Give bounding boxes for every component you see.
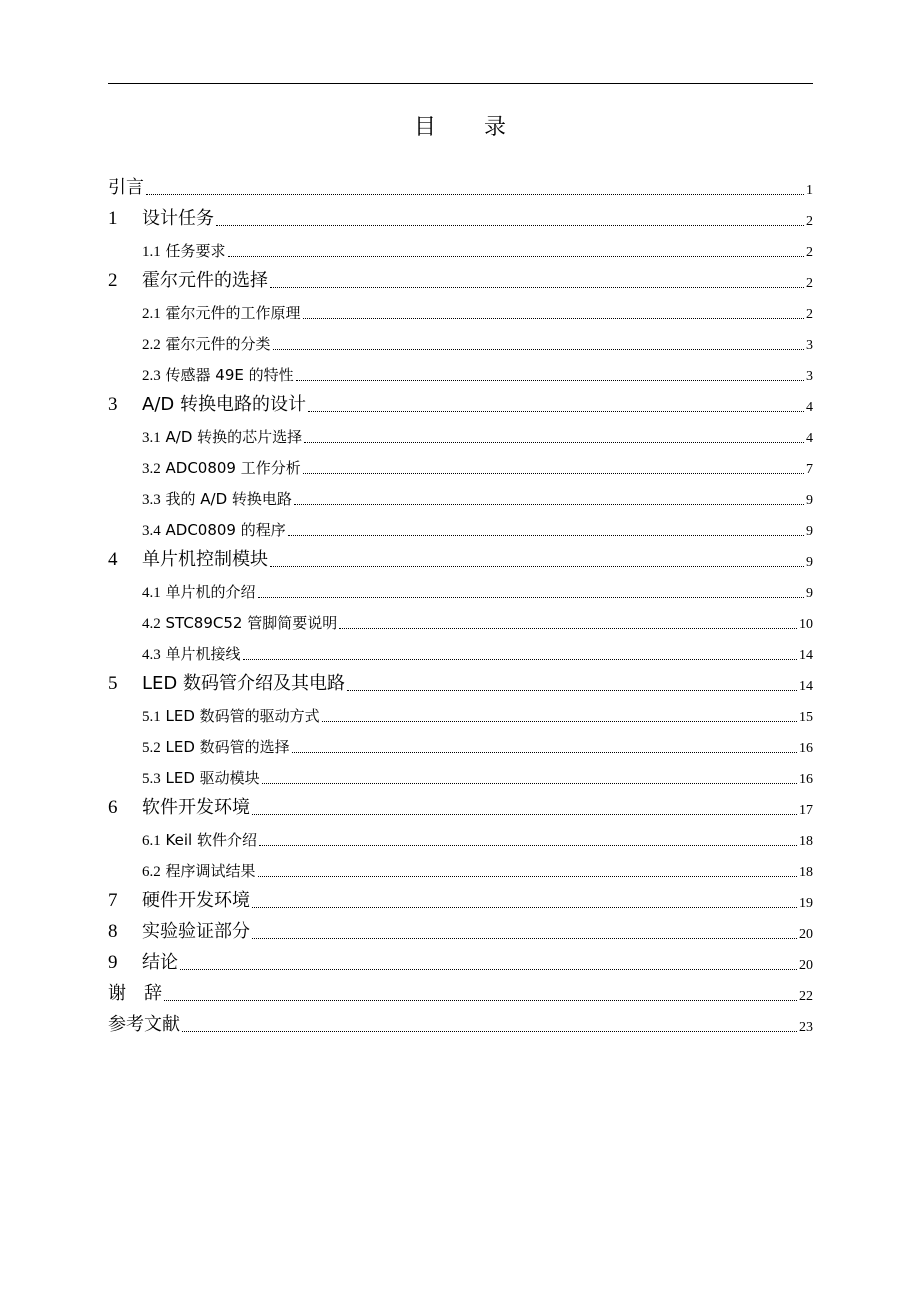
toc-leader-dots	[243, 659, 797, 660]
toc-entry-page: 14	[799, 679, 813, 694]
toc-entry-number: 6.1	[142, 833, 161, 849]
toc-entry-label	[108, 390, 306, 416]
toc-leader-dots	[252, 814, 797, 815]
toc-entry[interactable]	[108, 509, 813, 540]
toc-entry-label	[142, 767, 260, 788]
toc-entry-number: 2.1	[142, 306, 161, 322]
toc-entry[interactable]	[108, 664, 813, 695]
toc-entry-number: 8	[108, 921, 118, 942]
toc-leader-dots	[288, 535, 804, 536]
toc-entry-page: 9	[806, 524, 813, 539]
toc-entry-label	[142, 736, 290, 757]
toc-entry-page: 19	[799, 896, 813, 911]
toc-entry[interactable]	[108, 788, 813, 819]
toc-leader-dots	[270, 566, 804, 567]
toc-entry-number: 3.2	[142, 461, 161, 477]
toc-entry-title: LED 数码管的驱动方式	[160, 707, 320, 725]
toc-entry[interactable]	[108, 912, 813, 943]
toc-leader-dots	[262, 783, 797, 784]
title-char-left: 目	[413, 115, 436, 140]
toc-entry-page: 9	[806, 493, 813, 508]
toc-entry-number: 5	[108, 673, 118, 694]
toc-entry-label	[108, 793, 250, 819]
toc-entry-title: A/D 转换电路的设计	[142, 394, 306, 415]
toc-entry-page: 9	[806, 555, 813, 570]
toc-entry-title: 引言	[108, 177, 144, 198]
toc-leader-dots	[304, 442, 804, 443]
toc-entry[interactable]	[108, 633, 813, 664]
toc-entry[interactable]	[108, 478, 813, 509]
toc-leader-dots	[294, 504, 804, 505]
toc-entry-number: 4	[108, 549, 118, 570]
toc-leader-dots	[216, 225, 804, 226]
toc-entry-number: 9	[108, 952, 118, 973]
toc-entry[interactable]	[108, 447, 813, 478]
toc-entry-title: 霍尔元件的分类	[160, 335, 271, 353]
toc-entry-title: 传感器 49E 的特性	[160, 366, 294, 384]
toc-leader-dots	[252, 907, 797, 908]
toc-entry-title: 软件开发环境	[142, 797, 250, 818]
toc-leader-dots	[258, 597, 804, 598]
toc-entry-page: 7	[806, 462, 813, 477]
toc-leader-dots	[180, 969, 797, 970]
toc-entry-number: 5.2	[142, 740, 161, 756]
toc-entry[interactable]	[108, 1005, 813, 1036]
toc-entry-title: 谢 辞	[108, 983, 162, 1004]
toc-entry-number: 5.3	[142, 771, 161, 787]
toc-entry[interactable]	[108, 726, 813, 757]
toc-entry[interactable]	[108, 385, 813, 416]
toc-entry-title: 参考文献	[108, 1014, 180, 1035]
toc-leader-dots	[182, 1031, 797, 1032]
toc-entry[interactable]	[108, 416, 813, 447]
toc-entry-title: STC89C52 管脚简要说明	[160, 614, 338, 632]
toc-entry-page: 17	[799, 803, 813, 818]
toc-entry[interactable]	[108, 974, 813, 1005]
toc-entry-number: 6	[108, 797, 118, 818]
toc-leader-dots	[228, 256, 804, 257]
toc-entry-label	[142, 426, 302, 447]
toc-entry-page: 9	[806, 586, 813, 601]
toc-entry-number: 1	[108, 208, 118, 229]
toc-entry-page: 16	[799, 772, 813, 787]
toc-entry-title: 单片机接线	[160, 645, 241, 663]
toc-entry-label	[142, 581, 256, 602]
toc-entry-page: 18	[799, 865, 813, 880]
toc-entry[interactable]	[108, 230, 813, 261]
toc-entry-number: 2	[108, 270, 118, 291]
toc-entry-title: 程序调试结果	[160, 862, 256, 880]
toc-leader-dots	[347, 690, 797, 691]
toc-entry-label	[142, 519, 286, 540]
toc-entry[interactable]	[108, 199, 813, 230]
toc-leader-dots	[258, 876, 797, 877]
toc-entry[interactable]	[108, 540, 813, 571]
toc-entry-page: 3	[806, 369, 813, 384]
toc-entry-number: 3.3	[142, 492, 161, 508]
toc-entry-label	[142, 302, 301, 323]
toc-entry-title: 单片机控制模块	[142, 549, 268, 570]
toc-leader-dots	[273, 349, 804, 350]
toc-entry-title: Keil 软件介绍	[160, 831, 257, 849]
toc-leader-dots	[259, 845, 797, 846]
toc-entry-page: 15	[799, 710, 813, 725]
toc-entry[interactable]	[108, 695, 813, 726]
header-rule	[108, 83, 813, 84]
toc-entry-number: 3.4	[142, 523, 161, 539]
toc-entry-label	[142, 860, 256, 881]
table-of-contents	[108, 168, 813, 1036]
toc-entry-page: 20	[799, 927, 813, 942]
toc-entry-label	[142, 612, 337, 633]
title-char-right: 录	[484, 115, 507, 140]
toc-leader-dots	[164, 1000, 797, 1001]
toc-leader-dots	[252, 938, 797, 939]
toc-entry-page: 2	[806, 245, 813, 260]
toc-entry-label	[108, 886, 250, 912]
toc-entry-number: 7	[108, 890, 118, 911]
toc-entry-label	[108, 669, 345, 695]
toc-entry-label	[108, 204, 214, 230]
toc-entry-number: 6.2	[142, 864, 161, 880]
toc-entry-label	[142, 333, 271, 354]
toc-leader-dots	[339, 628, 797, 629]
toc-entry[interactable]	[108, 757, 813, 788]
toc-entry-page: 4	[806, 400, 813, 415]
toc-entry[interactable]	[108, 850, 813, 881]
toc-entry-page: 3	[806, 338, 813, 353]
toc-entry[interactable]	[108, 943, 813, 974]
toc-entry[interactable]	[108, 571, 813, 602]
toc-entry-number: 2.3	[142, 368, 161, 384]
toc-entry-label	[108, 979, 162, 1005]
toc-leader-dots	[146, 194, 804, 195]
toc-entry[interactable]	[108, 292, 813, 323]
toc-entry-title: 实验验证部分	[142, 921, 250, 942]
toc-entry-page: 22	[799, 989, 813, 1004]
toc-entry-title: LED 数码管的选择	[160, 738, 290, 756]
toc-entry[interactable]	[108, 323, 813, 354]
toc-entry-label	[142, 705, 320, 726]
toc-entry-page: 16	[799, 741, 813, 756]
toc-entry[interactable]	[108, 168, 813, 199]
toc-entry-label	[108, 1010, 180, 1036]
toc-entry-number: 1.1	[142, 244, 161, 260]
toc-entry-number: 3.1	[142, 430, 161, 446]
toc-entry-page: 4	[806, 431, 813, 446]
toc-entry-page: 14	[799, 648, 813, 663]
toc-entry-number: 4.3	[142, 647, 161, 663]
toc-entry-title: 单片机的介绍	[160, 583, 256, 601]
toc-entry[interactable]	[108, 881, 813, 912]
toc-entry[interactable]	[108, 602, 813, 633]
toc-entry-page: 2	[806, 276, 813, 291]
toc-entry-label	[142, 488, 292, 509]
toc-leader-dots	[308, 411, 804, 412]
toc-entry-number: 4.2	[142, 616, 161, 632]
toc-entry-title: 霍尔元件的工作原理	[160, 304, 301, 322]
toc-entry-number: 3	[108, 394, 118, 415]
toc-entry-title: 硬件开发环境	[142, 890, 250, 911]
toc-leader-dots	[303, 318, 804, 319]
toc-entry-label	[142, 364, 294, 385]
toc-entry[interactable]	[108, 354, 813, 385]
toc-entry-label	[142, 643, 241, 664]
toc-leader-dots	[296, 380, 804, 381]
toc-entry-page: 23	[799, 1020, 813, 1035]
toc-entry-title: ADC0809 工作分析	[160, 459, 301, 477]
toc-entry-page: 2	[806, 307, 813, 322]
toc-entry-label	[142, 457, 301, 478]
toc-leader-dots	[303, 473, 804, 474]
toc-entry-number: 2.2	[142, 337, 161, 353]
toc-leader-dots	[322, 721, 797, 722]
toc-entry-title: A/D 转换的芯片选择	[160, 428, 303, 446]
toc-entry-page: 1	[806, 183, 813, 198]
toc-entry-title: 设计任务	[142, 208, 214, 229]
toc-leader-dots	[270, 287, 804, 288]
toc-entry-title: LED 驱动模块	[160, 769, 260, 787]
toc-entry[interactable]	[108, 261, 813, 292]
toc-entry-label	[108, 917, 250, 943]
toc-entry-label	[108, 266, 268, 292]
toc-entry-page: 20	[799, 958, 813, 973]
toc-entry-title: 结论	[142, 952, 178, 973]
toc-entry-page: 18	[799, 834, 813, 849]
toc-entry-title: 霍尔元件的选择	[142, 270, 268, 291]
toc-entry[interactable]	[108, 819, 813, 850]
toc-leader-dots	[292, 752, 797, 753]
toc-entry-title: ADC0809 的程序	[160, 521, 286, 539]
toc-entry-page: 10	[799, 617, 813, 632]
toc-entry-page: 2	[806, 214, 813, 229]
toc-entry-label	[108, 948, 178, 974]
toc-entry-label	[108, 173, 144, 199]
toc-entry-number: 5.1	[142, 709, 161, 725]
toc-entry-title: LED 数码管介绍及其电路	[142, 673, 345, 694]
toc-entry-label	[108, 545, 268, 571]
toc-entry-label	[142, 240, 226, 261]
toc-entry-title: 任务要求	[160, 242, 226, 260]
toc-entry-label	[142, 829, 257, 850]
page-title	[0, 110, 920, 141]
toc-entry-title: 我的 A/D 转换电路	[160, 490, 292, 508]
toc-entry-number: 4.1	[142, 585, 161, 601]
